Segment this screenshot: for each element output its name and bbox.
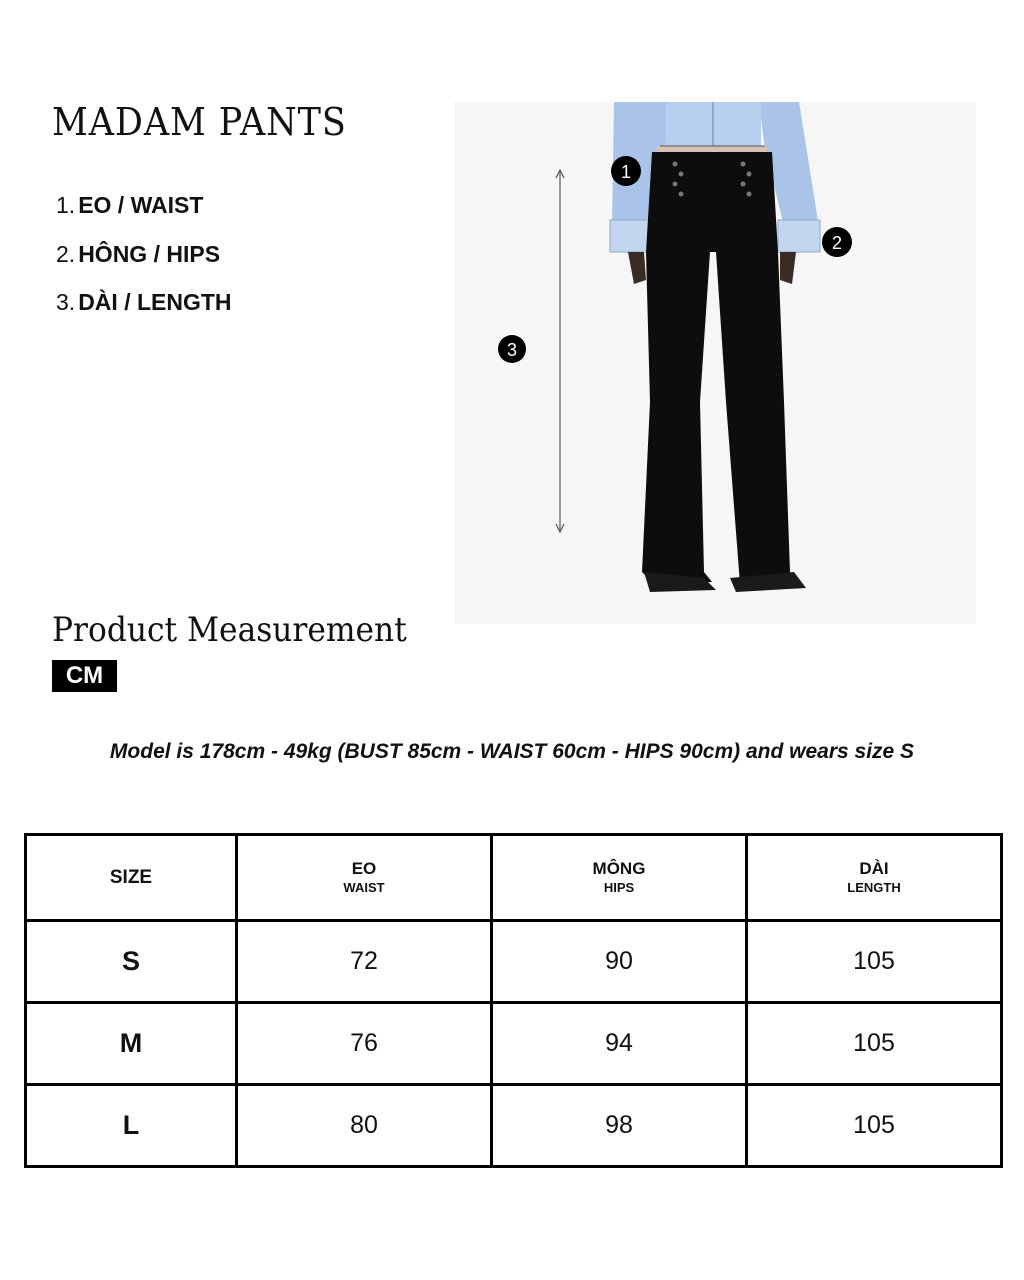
pants-illustration bbox=[642, 152, 806, 592]
waist-cell: 80 bbox=[237, 1085, 492, 1167]
marker-1 bbox=[611, 156, 641, 186]
header-waist-sub: WAIST bbox=[343, 879, 385, 895]
marker-label: 2 bbox=[831, 233, 843, 253]
marker-2 bbox=[822, 227, 852, 257]
measurement-label: DÀI / LENGTH bbox=[78, 289, 232, 315]
header-waist-main: EO bbox=[351, 858, 377, 878]
length-cell: 105 bbox=[747, 921, 1002, 1003]
product-photo bbox=[454, 102, 976, 624]
hips-cell: 90 bbox=[492, 921, 747, 1003]
measurement-item-length bbox=[56, 289, 232, 338]
measurement-item-waist bbox=[56, 192, 232, 241]
hips-cell: 94 bbox=[492, 1003, 747, 1085]
section-title: Product Measurement bbox=[52, 610, 407, 650]
measurement-number: 2. bbox=[56, 240, 76, 267]
table-row bbox=[26, 1085, 1002, 1167]
header-waist bbox=[237, 835, 492, 921]
size-cell: S bbox=[26, 921, 237, 1003]
table-row bbox=[26, 921, 1002, 1003]
measurement-number: 3. bbox=[56, 289, 76, 315]
header-size: SIZE bbox=[26, 835, 237, 921]
hips-cell: 98 bbox=[492, 1085, 747, 1167]
product-title: MADAM PANTS bbox=[52, 100, 347, 144]
measurement-item-hips bbox=[56, 241, 232, 290]
waist-cell: 72 bbox=[237, 921, 492, 1003]
model-note: Model is 178cm - 49kg (BUST 85cm - WAIST 60cm - HIPS 90cm) and wears size S bbox=[109, 740, 915, 763]
header-hips-sub: HIPS bbox=[603, 879, 635, 895]
size-cell: M bbox=[26, 1003, 237, 1085]
marker-label: 3 bbox=[506, 340, 518, 360]
measurement-label: HÔNG / HIPS bbox=[78, 240, 221, 267]
length-cell: 105 bbox=[747, 1003, 1002, 1085]
table-row bbox=[26, 1003, 1002, 1085]
measurement-list bbox=[56, 192, 232, 338]
model-illustration bbox=[454, 102, 976, 624]
unit-badge: CM bbox=[52, 660, 117, 692]
table-header-row bbox=[26, 835, 1002, 921]
header-length bbox=[747, 835, 1002, 921]
length-cell: 105 bbox=[747, 1085, 1002, 1167]
marker-3 bbox=[498, 335, 526, 363]
header-length-main: DÀI bbox=[859, 858, 889, 878]
measurement-label: EO / WAIST bbox=[78, 192, 204, 218]
size-cell: L bbox=[26, 1085, 237, 1167]
header-hips-main: MÔNG bbox=[592, 858, 646, 878]
measurement-number: 1. bbox=[56, 192, 76, 218]
waist-cell: 76 bbox=[237, 1003, 492, 1085]
header-length-sub: LENGTH bbox=[847, 879, 901, 895]
size-table bbox=[24, 833, 1003, 1168]
header-hips bbox=[492, 835, 747, 921]
marker-label: 1 bbox=[620, 162, 632, 182]
